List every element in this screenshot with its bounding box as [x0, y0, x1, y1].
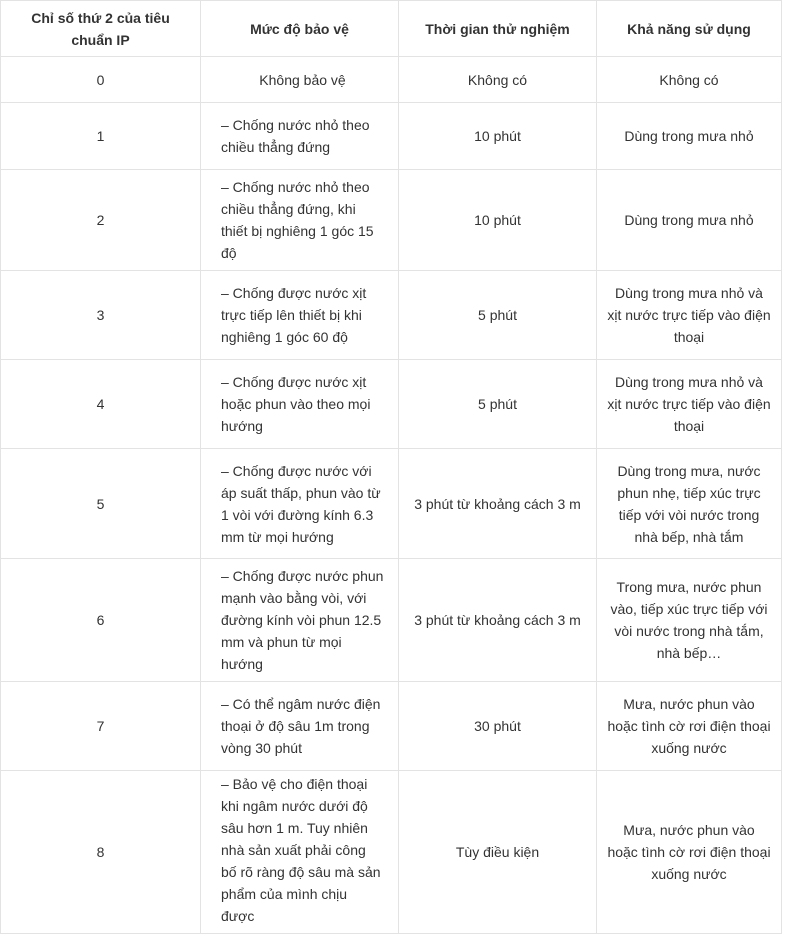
table-row	[1, 682, 782, 771]
table-row	[1, 449, 782, 559]
ip-index-cell: 6	[1, 559, 201, 682]
ip-index-cell: 3	[1, 271, 201, 360]
ip-index-cell: 5	[1, 449, 201, 559]
usage-cell: Dùng trong mưa nhỏ và xịt nước trực tiếp vào điện thoại	[597, 360, 782, 449]
test-time-cell: 3 phút từ khoảng cách 3 m	[399, 559, 597, 682]
usage-cell: Không có	[597, 57, 782, 103]
protection-cell: – Chống được nước với áp suất thấp, phun vào từ 1 vòi với đường kính 6.3 mm từ mọi hướng	[201, 449, 399, 559]
ip-index-cell: 8	[1, 771, 201, 934]
test-time-cell: 10 phút	[399, 170, 597, 271]
usage-cell: Trong mưa, nước phun vào, tiếp xúc trực tiếp với vòi nước trong nhà tắm, nhà bếp…	[597, 559, 782, 682]
ip-index-cell: 1	[1, 103, 201, 170]
test-time-cell: 10 phút	[399, 103, 597, 170]
header-protection: Mức độ bảo vệ	[201, 1, 399, 57]
table-row	[1, 103, 782, 170]
protection-cell: – Chống được nước xịt hoặc phun vào theo mọi hướng	[201, 360, 399, 449]
header-test-time: Thời gian thử nghiệm	[399, 1, 597, 57]
ip-index-cell: 2	[1, 170, 201, 271]
protection-cell: – Chống được nước xịt trực tiếp lên thiết bị khi nghiêng 1 góc 60 độ	[201, 271, 399, 360]
test-time-cell: 5 phút	[399, 360, 597, 449]
header-usage: Khả năng sử dụng	[597, 1, 782, 57]
usage-cell: Mưa, nước phun vào hoặc tình cờ rơi điện thoại xuống nước	[597, 771, 782, 934]
usage-cell: Dùng trong mưa nhỏ	[597, 103, 782, 170]
protection-cell: – Có thể ngâm nước điện thoại ở độ sâu 1m trong vòng 30 phút	[201, 682, 399, 771]
protection-cell: – Chống được nước phun mạnh vào bằng vòi, với đường kính vòi phun 12.5 mm và phun từ mọi hướng	[201, 559, 399, 682]
test-time-cell: Tùy điều kiện	[399, 771, 597, 934]
table-row	[1, 771, 782, 934]
ip-index-cell: 4	[1, 360, 201, 449]
table-row	[1, 170, 782, 271]
test-time-cell: Không có	[399, 57, 597, 103]
header-ip-index: Chỉ số thứ 2 của tiêu chuẩn IP	[1, 1, 201, 57]
protection-cell: Không bảo vệ	[201, 57, 399, 103]
table-row	[1, 271, 782, 360]
ip-index-cell: 7	[1, 682, 201, 771]
usage-cell: Mưa, nước phun vào hoặc tình cờ rơi điện thoại xuống nước	[597, 682, 782, 771]
protection-cell: – Chống nước nhỏ theo chiều thẳng đứng	[201, 103, 399, 170]
table-row	[1, 57, 782, 103]
test-time-cell: 30 phút	[399, 682, 597, 771]
table-header-row	[1, 1, 782, 57]
table-row	[1, 559, 782, 682]
usage-cell: Dùng trong mưa nhỏ	[597, 170, 782, 271]
ip-index-cell: 0	[1, 57, 201, 103]
protection-cell: – Bảo vệ cho điện thoại khi ngâm nước dưới độ sâu hơn 1 m. Tuy nhiên nhà sản xuất phải công bố rõ ràng độ sâu mà sản phẩm của mình chịu được	[201, 771, 399, 934]
test-time-cell: 3 phút từ khoảng cách 3 m	[399, 449, 597, 559]
protection-cell: – Chống nước nhỏ theo chiều thẳng đứng, khi thiết bị nghiêng 1 góc 15 độ	[201, 170, 399, 271]
table-row	[1, 360, 782, 449]
usage-cell: Dùng trong mưa, nước phun nhẹ, tiếp xúc trực tiếp với vòi nước trong nhà bếp, nhà tắm	[597, 449, 782, 559]
usage-cell: Dùng trong mưa nhỏ và xịt nước trực tiếp vào điện thoại	[597, 271, 782, 360]
test-time-cell: 5 phút	[399, 271, 597, 360]
